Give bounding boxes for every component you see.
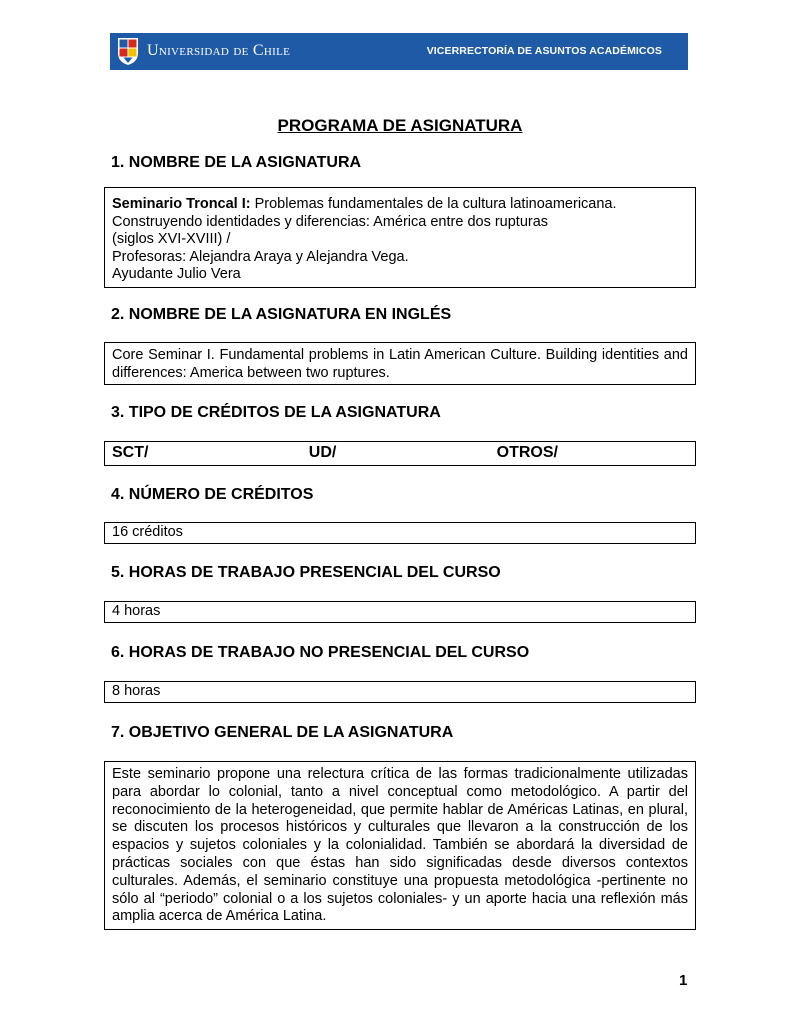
section-2-box: [104, 342, 696, 385]
university-crest-icon: [117, 37, 139, 66]
credit-type-sct: SCT/: [112, 444, 149, 461]
credit-type-otros: OTROS/: [496, 444, 558, 461]
section-1-box: [104, 187, 696, 288]
section-5-box: [104, 601, 696, 623]
section-7-box: [104, 761, 696, 930]
section-3-heading: 3. TIPO DE CRÉDITOS DE LA ASIGNATURA: [111, 404, 441, 421]
course-name-line: [112, 196, 688, 214]
section-6-heading: 6. HORAS DE TRABAJO NO PRESENCIAL DEL CURSO: [111, 644, 530, 661]
section-2-heading: 2. NOMBRE DE LA ASIGNATURA EN INGLÉS: [111, 306, 452, 323]
section-4-heading: 4. NÚMERO DE CRÉDITOS: [111, 486, 314, 503]
assistant-line: Ayudante Julio Vera: [112, 266, 241, 282]
credit-type-ud: UD/: [308, 444, 337, 461]
course-name-label: Seminario Troncal I:: [112, 196, 251, 212]
non-presential-hours-text: 8 horas: [112, 683, 161, 699]
section-4-box: [104, 522, 696, 544]
professors-line: Profesoras: Alejandra Araya y Alejandra Vega.: [112, 248, 409, 265]
section-3-box: [104, 441, 696, 466]
course-name-text: Problemas fundamentales de la cultura latinoamericana.: [250, 196, 617, 212]
presential-hours-text: 4 horas: [112, 603, 161, 619]
section-6-box: [104, 681, 696, 703]
section-1-heading: 1. NOMBRE DE LA ASIGNATURA: [111, 154, 362, 171]
university-name: Universidad de Chile: [147, 42, 291, 59]
credit-types-row: [112, 443, 688, 463]
page-number: 1: [679, 972, 688, 989]
english-name-text: Core Seminar I. Fundamental problems in Latin American Culture. Building identities and differences: America between two ruptures.: [112, 347, 688, 381]
header-banner: [110, 33, 688, 70]
general-objective-text: Este seminario propone una relectura crítica de las formas tradicionalmente utilizadas para abordar lo colonial, tanto a nivel conceptual como metodológico. A partir del reconocimiento de la heterogeneidad, que permite hablar de Américas Latinas, en plural, se discuten los procesos históricos y culturales que llevaron a la construcción de los espacios y sujetos coloniales y la colonialidad. También se abordará la diversidad de prácticas sociales con que éstas han sido significadas desde diversos contextos culturales. Además, el seminario constituye una propuesta metodológica -pertinente no sólo al “periodo” colonial o a los sujetos coloniales- y un aporte hacia una reflexión más amplia acerca de América Latina.: [112, 766, 688, 925]
section-7-heading: 7. OBJETIVO GENERAL DE LA ASIGNATURA: [111, 724, 454, 741]
section-5-heading: 5. HORAS DE TRABAJO PRESENCIAL DEL CURSO: [111, 564, 501, 581]
course-subtitle-line: Construyendo identidades y diferencias: América entre dos rupturas: [112, 213, 549, 230]
office-name: VICERRECTORÍA DE ASUNTOS ACADÉMICOS: [426, 45, 662, 57]
course-period-line: (siglos XVI-XVIII) /: [112, 231, 231, 247]
page-title: PROGRAMA DE ASIGNATURA: [277, 116, 523, 135]
credits-number-text: 16 créditos: [112, 524, 183, 540]
